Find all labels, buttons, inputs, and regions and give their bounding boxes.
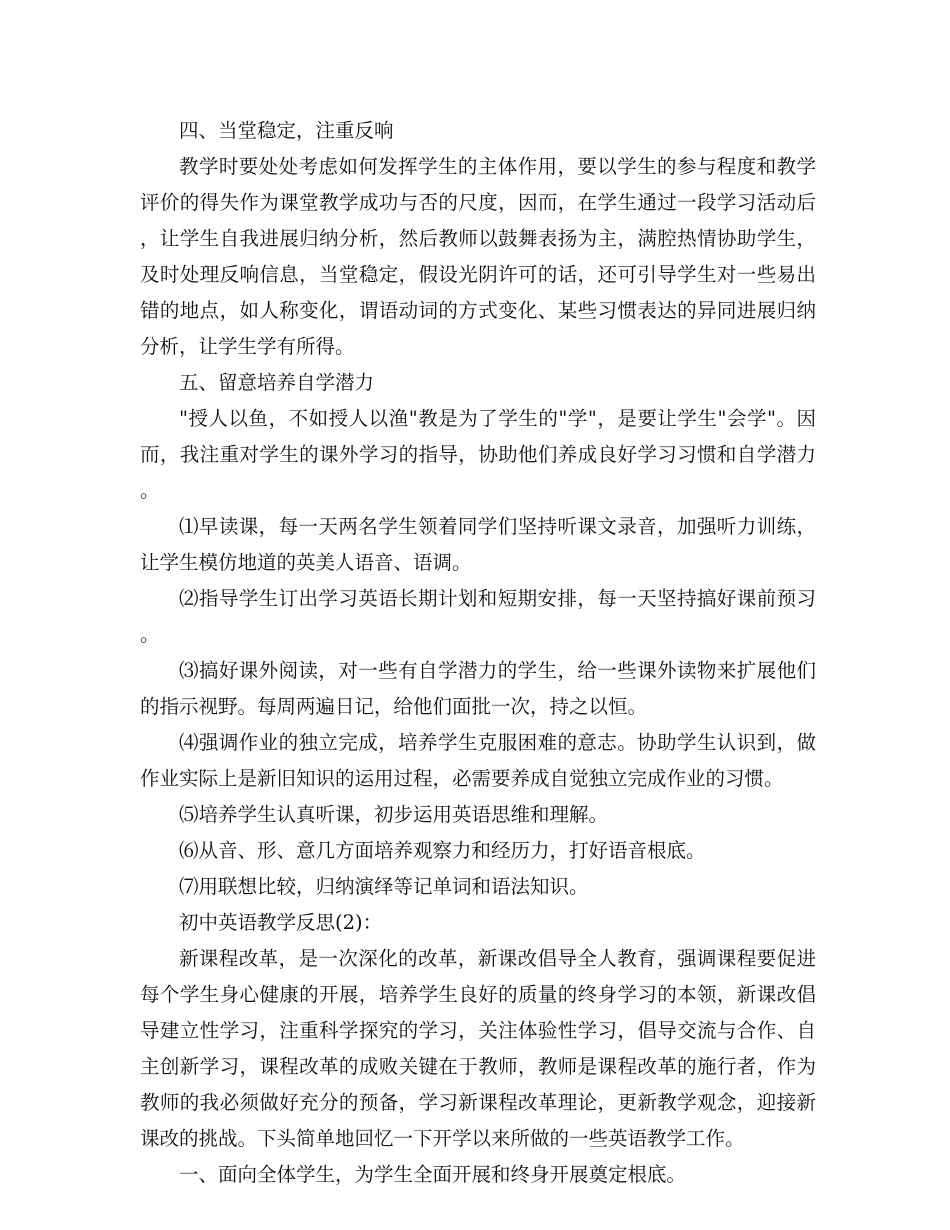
section-heading-1: 一、面向全体学生，为学生全面开展和终身开展奠定根底。	[179, 1163, 687, 1186]
document-body	[140, 113, 816, 1193]
paragraph-curriculum-reform: 新课程改革，是一次深化的改革，新课改倡导全人教育，强调课程要促进每个学生身心健康的开展，培养学生良好的质量的终身学习的本领，新课改倡导建立性学习，注重科学探究的学习，关注体验性学习，倡导交流与合作、自主创新学习，课程改革的成败关键在于教师，教师是课程改革的施行者，作为教师的我必须做好充分的预备，学习新课程改革理论，更新教学观念，迎接新课改的挑战。下头简单地回忆一下开学以来所做的一些英语教学工作。	[140, 947, 816, 1150]
section-title-reflection-2: 初中英语教学反思(2)：	[179, 911, 383, 934]
list-item-5: ⑸培养学生认真听课，初步运用英语思维和理解。	[179, 803, 609, 826]
list-item-1: ⑴早读课，每一天两名学生领着同学们坚持听课文录音，加强听力训练，让学生模仿地道的英美人语音、语调。	[140, 515, 816, 574]
section-heading-5: 五、留意培养自学潜力	[179, 371, 375, 394]
list-item-6: ⑹从音、形、意几方面培养观察力和经历力，打好语音根底。	[179, 839, 706, 862]
paragraph-teach-fishing: "授人以鱼，不如授人以渔"教是为了学生的"学"，是要让学生"会学"。因而，我注重对学生的课外学习的指导，协助他们养成良好学习习惯和自学潜力。	[140, 407, 816, 502]
section-heading-4: 四、当堂稳定，注重反响	[179, 119, 394, 142]
list-item-2: ⑵指导学生订出学习英语长期计划和短期安排，每一天坚持搞好课前预习。	[140, 587, 816, 646]
list-item-7: ⑺用联想比较，归纳演绎等记单词和语法知识。	[179, 875, 589, 898]
list-item-4: ⑷强调作业的独立完成，培养学生克服困难的意志。协助学生认识到，做作业实际上是新旧知识的运用过程，必需要养成自觉独立完成作业的习惯。	[140, 731, 816, 790]
paragraph-teaching-subject: 教学时要处处考虑如何发挥学生的主体作用，要以学生的参与程度和教学评价的得失作为课堂教学成功与否的尺度，因而，在学生通过一段学习活动后，让学生自我进展归纳分析，然后教师以鼓舞表扬为主，满腔热情协助学生，及时处理反响信息，当堂稳定，假设光阴许可的话，还可引导学生对一些易出错的地点，如人称变化，谓语动词的方式变化、某些习惯表达的异同进展归纳分析，让学生学有所得。	[140, 155, 816, 358]
list-item-3: ⑶搞好课外阅读，对一些有自学潜力的学生，给一些课外读物来扩展他们的指示视野。每周两遍日记，给他们面批一次，持之以恒。	[140, 659, 816, 718]
